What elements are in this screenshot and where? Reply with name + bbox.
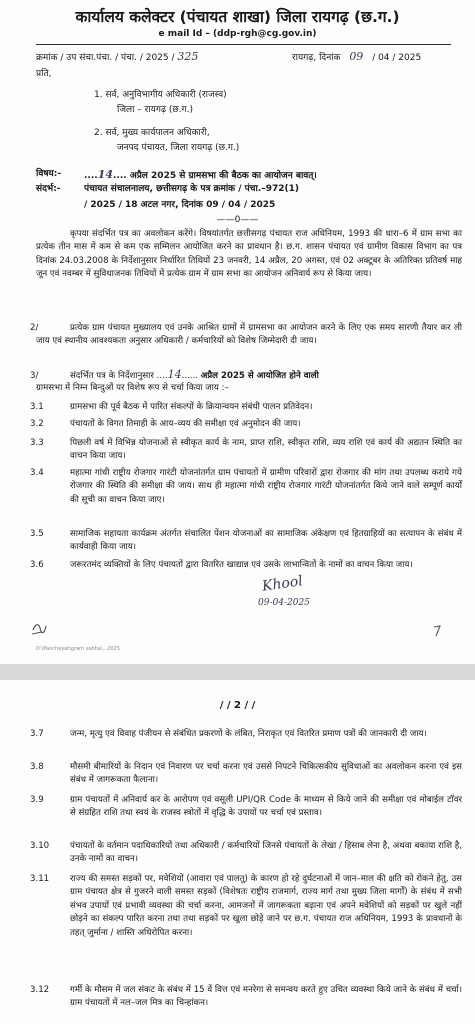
item-3-8-number: 3.8 bbox=[30, 762, 44, 772]
item-3-5-number: 3.5 bbox=[30, 529, 44, 539]
item-3-11-text: राज्य की समस्त सड़कों पर, मवेशियों (आवारा एवं पालतु) के कारण हो रहे दुर्घटनाओं में जान–माल की क्षति को रोकने हेतु, उस ग्राम पंचायत क्षेत्र से गुजरने वाली समस्त सड़कों (विशेषतः राष्ट्रीय राजमार्ग, राज्य मार्ग तथा मुख्य जिला मार्गों) के संबंध में सभी संभव उपायों एवं प्रभावी व्यवस्था की चर्चा करना, आमजनों में जागरूकता बढ़ाना एवं अपने मवेशियों को सड़कों पर खुले नहीं छोड़ने का संकल्प पारित करना तथा तथा सड़कों पर खुला छोड़े जाने पर छ.ग. पंचायत राज अधिनियम, 1993 के प्रावधानों के तहत् जुर्माना / शास्ति अधिरोपित करना। bbox=[70, 874, 462, 938]
item-3-10-number: 3.10 bbox=[30, 841, 50, 851]
prati-label: प्रति, bbox=[36, 69, 52, 79]
recipient-2-line1: 2. सर्व, मुख्य कार्यपालन अधिकारी, bbox=[94, 128, 210, 138]
reference-number-handwritten: 325 bbox=[177, 50, 199, 63]
item-3-4-text: महात्मा गांधी राष्ट्रीय रोजगार गारंटी योजनांतर्गत ग्राम पंचायतों में ग्रामीण परिवारों द्वारा रोजगार की मांग तथा उपलब्ध कराये गये रोजगार की स्थिति की समीक्षा की जाय। साथ ही महात्मा गांधी राष्ट्रीय रोजगार गारंटी योजनांतर्गत किये जाने वाले सम्पूर्ण कार्यों की सूची का वाचन किया जाए। bbox=[70, 468, 462, 505]
item-3-11-number: 3.11 bbox=[30, 874, 50, 884]
item-3-8-text: मौसमी बीमारियों के निदान एवं निवारण पर चर्चा करना एवं उससे निपटने चिकित्सकीय सुविधाओं का अवलोकन करना एवं इस संबंध में जागरूकता फैलाना। bbox=[70, 762, 462, 786]
date-month-year: / 04 / 2025 bbox=[372, 53, 422, 63]
paragraph-3-number: 3/ bbox=[30, 371, 39, 381]
item-3-4-number: 3.4 bbox=[30, 468, 44, 478]
item-3-6-number: 3.6 bbox=[30, 560, 44, 570]
subject-label: विषय:- bbox=[36, 169, 62, 179]
item-3-6-text: जरूरतमंद व्यक्तियों के लिए पंचायतों द्वारा वितरित खाद्यान्न एवं उसके लाभान्वितों के नामों का वाचन किया जाय। bbox=[70, 560, 413, 570]
reference-line1: पंचायत संचालनालय, छत्तीसगढ़ के पत्र क्रमांक / पंचा.–972(1) bbox=[84, 184, 299, 194]
tick-mark-icon bbox=[432, 624, 442, 638]
item-3-1-number: 3.1 bbox=[30, 402, 44, 412]
paragraph-3-part-b: अप्रैल 2025 से आयोजित होने वाली bbox=[200, 371, 319, 381]
item-3-3-number: 3.3 bbox=[30, 438, 44, 448]
item-3-7-text: जन्म, मृत्यु एवं विवाह पंजीयन से संबंधित प्रकरणों के लंबित, निराकृत एवं वितरित प्रमाण पत्रों की जानकारी दी जाय। bbox=[70, 729, 427, 739]
recipient-1-line2: जिला – रायगढ़ (छ.ग.) bbox=[117, 105, 194, 115]
item-3-10-text: पंचायतों के वर्तमान पदाधिकारियों तथा अधिकारी / कर्मचारियों जिनसे पंचायतों के लेखा / हिसाब लेना है, अथवा बकाया राशि है, उनके नामों का वाचन। bbox=[70, 841, 462, 865]
item-3-2-number: 3.2 bbox=[30, 419, 44, 429]
paragraph-2-number: 2/ bbox=[30, 323, 39, 333]
signature-date-handwritten: 09-04-2025 bbox=[258, 598, 310, 608]
reference-line2: / 2025 / 18 अटल नगर, दिनांक 09 / 04 / 2025 bbox=[84, 200, 276, 210]
subject-date-handwritten: 14 bbox=[97, 168, 113, 181]
signature-handwritten: Khool bbox=[261, 573, 304, 595]
reference-number-row bbox=[36, 50, 198, 65]
document-page-2 bbox=[0, 680, 475, 1024]
date-row bbox=[292, 50, 421, 65]
item-3-7-number: 3.7 bbox=[30, 729, 44, 739]
paragraph-3-line1: संदर्भित पत्र के निर्देशानुसार ....14...... अप्रैल 2025 से आयोजित होने वाली bbox=[70, 368, 319, 381]
item-3-12-number: 3.12 bbox=[30, 985, 50, 995]
item-3-9-text: ग्राम पंचायतों में अनिवार्य कर के आरोपण एवं वसूली UPI/QR Code के माध्यम से किये जाने की समीक्षा एवं मोबाईल टॉवर से संग्रहित राशि तथा स्वयं के राजस्व स्त्रोतों में वृद्धि के उपायों पर चर्चा एवं प्रस्ताव। bbox=[70, 795, 462, 819]
item-3-2-text: पंचायतों के विगत तिमाही के आय–व्यय की समीक्षा एवं अनुमोदन की जाय। bbox=[70, 419, 301, 429]
date-day-handwritten: 09 bbox=[349, 50, 364, 63]
signature-block bbox=[258, 573, 328, 616]
item-3-12-text: गर्मी के मौसम में जल संकट के संबंध में 15 वें वित्त एवं मनरेगा से समन्वय करते हुए उचित व्यवस्था किये जाने के संबंध में चर्चा। ग्राम पंचायतों में नल–जल मित्र का चिन्हांकन। bbox=[70, 985, 462, 1009]
office-title: कार्यालय कलेक्टर (पंचायत शाखा) जिला रायगढ़ (छ.ग.) bbox=[75, 8, 400, 26]
recipient-2-line2: जनपद पंचायत, जिला रायगढ़ (छ.ग.) bbox=[117, 143, 240, 153]
paragraph-3-part-c: ग्रामसभा में निम्न बिन्दुओं पर विशेष रूप से चर्चा किया जाय :– bbox=[36, 383, 229, 393]
item-3-3-text: पिछली वर्ष में विभिन्न योजनाओं से स्वीकृत कार्य के नाम, प्राप्त राशि, स्वीकृत राशि, व्यय राशि एवं कार्य की अद्यतन स्थिति का वाचन किया जाय। bbox=[70, 438, 462, 462]
office-email: e mail Id – (ddp-rgh@cg.gov.in) bbox=[158, 29, 317, 39]
section-divider: ——0—— bbox=[216, 215, 259, 225]
paragraph-3-date-handwritten: 14 bbox=[167, 368, 182, 381]
item-3-1-text: ग्रामसभा की पूर्व बैठक में पारित संकल्पों के क्रियान्वयन संबंधी पालन प्रतिवेदन। bbox=[70, 402, 313, 412]
paragraph-1: कृपया संदर्भित पत्र का अवलोकन करेंगे। विषयांतर्गत छत्तीसगढ़ पंचायत राज अधिनियम, 1993 की धारा–6 में ग्राम सभा का प्रत्येक तीन मास में कम से कम एक सम्मिलन आयोजित करने का प्रावधान है। छ.ग. शासन पंचायत एवं ग्रामीण विकास विभाग का पत्र दिनांक 24.03.2008 के निर्देशानुसार निर्धारित तिथियों 23 जनवरी, 14 अप्रैल, 20 अगस्त, एवं 02 अक्टूबर के अतिरिक्त प्रतिवर्ष माह जून एवं नवम्बर में सुविधाजनक तिथियों में प्रत्येक ग्राम में ग्राम सभा का आयोजन अनिवार्य रूप से किया जाय। bbox=[36, 229, 462, 280]
recipient-1-line1: 1. सर्व, अनुविभागीय अधिकारी (राजस्व) bbox=[94, 90, 227, 100]
file-path-footer: D:\Panchayat\gram sabha\...2025 bbox=[36, 646, 120, 652]
subject-line: ....14.... अप्रैल 2025 से ग्रामसभा की बैठक का आयोजन बावत्। bbox=[84, 168, 317, 181]
item-3-5-text: सामाजिक सहायता कार्यक्रम अंतर्गत संचालित पेंशन योजनाओं का सामाजिक अंकेक्षण एवं हितग्राहियों का सत्यापन के संबंध में कार्यवाही किया जाय। bbox=[70, 529, 462, 553]
reference-label: संदर्भ:- bbox=[36, 184, 61, 194]
page-number: / / 2 / / bbox=[219, 700, 256, 711]
subject-text: अप्रैल 2025 से ग्रामसभा की बैठक का आयोजन बावत्। bbox=[129, 171, 317, 181]
paragraph-2: प्रत्येक ग्राम पंचायत मुख्यालय एवं उनके आश्रित ग्रामों में ग्रामसभा का आयोजन करने के लिए एक समय सारणी तैयार कर ली जाय एवं स्थानीय आवश्यकता अनुसार अधिकारी / कर्मचारियों को विशेष जिम्मेदारी दी जाय। bbox=[36, 323, 462, 347]
paragraph-3-part-a: संदर्भित पत्र के निर्देशानुसार bbox=[70, 371, 154, 381]
date-label: रायगढ़, दिनांक bbox=[292, 53, 341, 63]
reference-number-label: क्रमांक / उप संचा.पंचा. / पंचा. / 2025 / bbox=[36, 53, 175, 63]
item-3-9-number: 3.9 bbox=[30, 795, 44, 805]
initial-scribble-icon bbox=[30, 620, 48, 638]
header-rule bbox=[36, 44, 451, 45]
